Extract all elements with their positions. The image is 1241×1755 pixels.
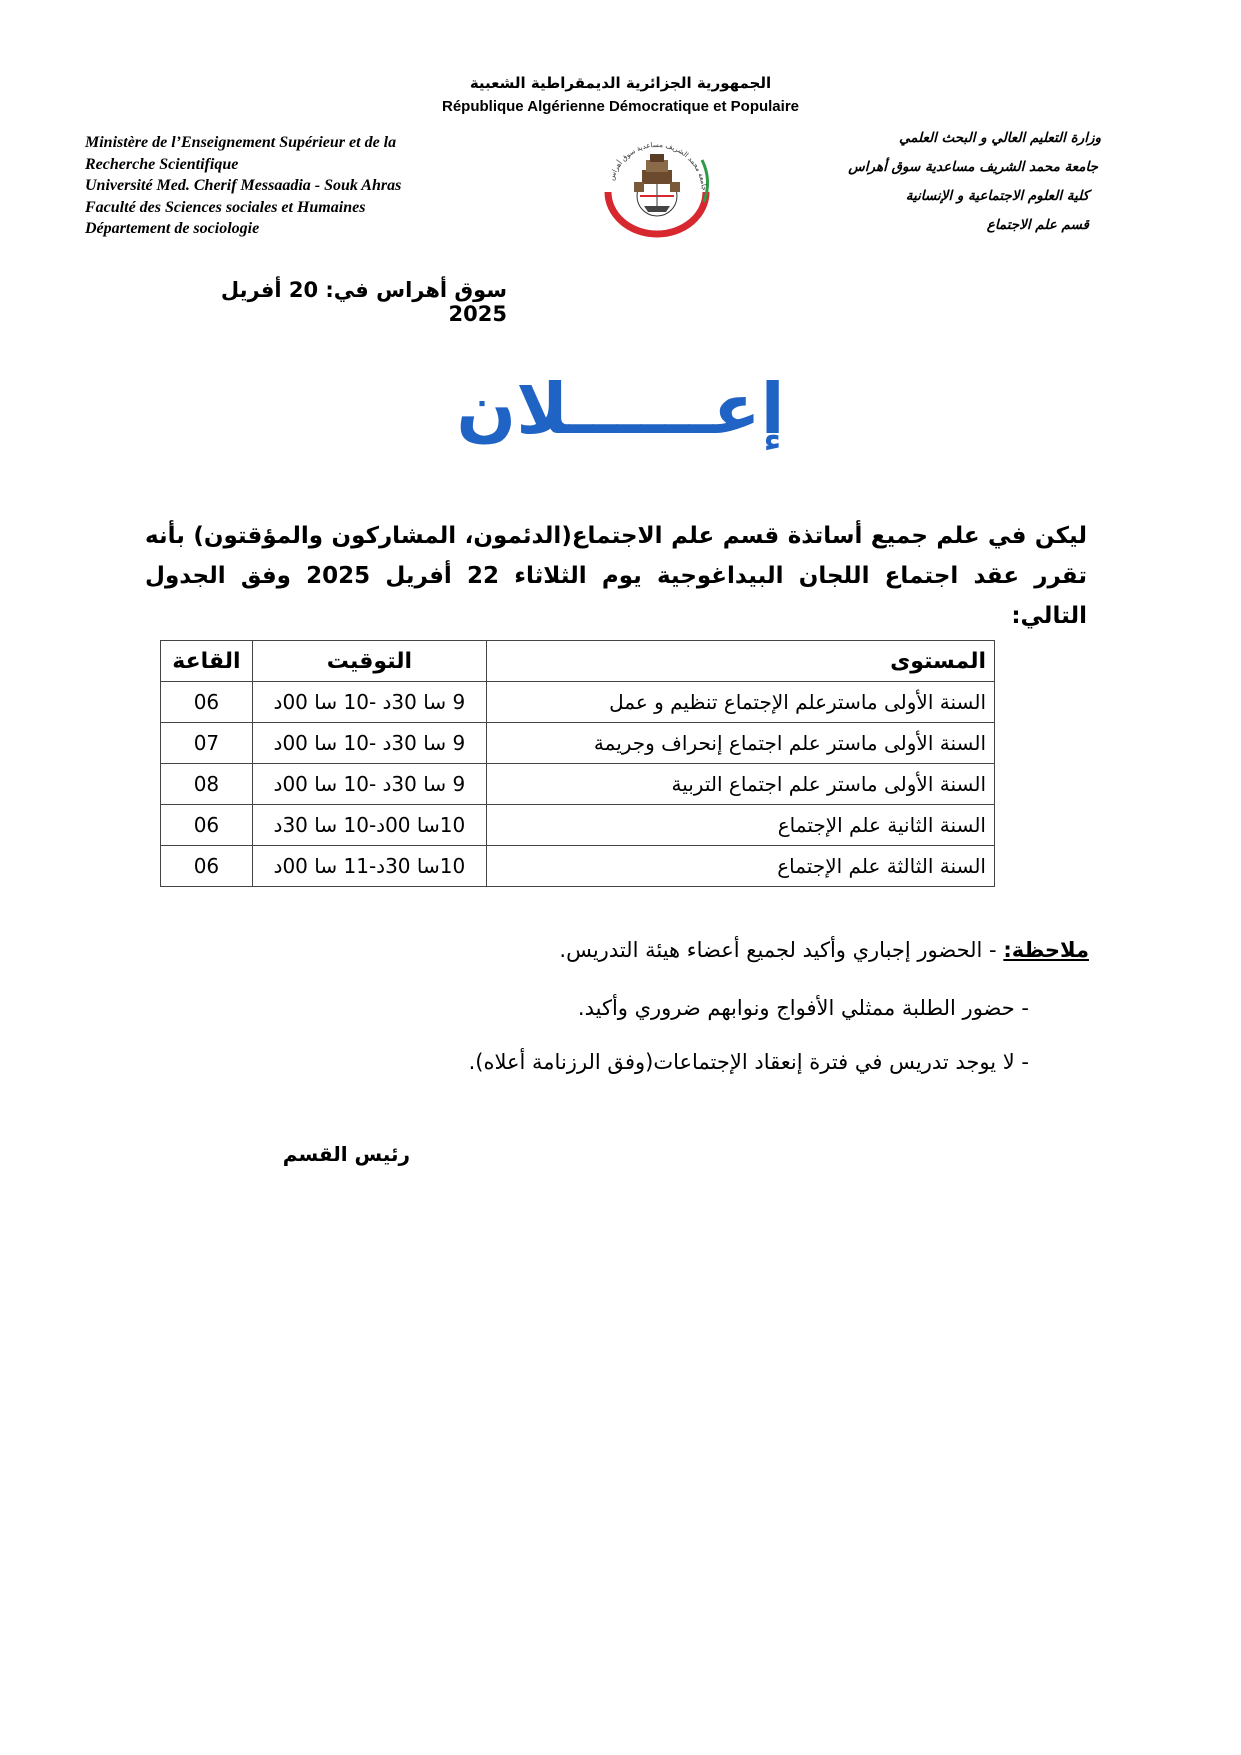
department-line-ar: قسم علم الاجتماع bbox=[986, 217, 1089, 233]
ministry-block-french bbox=[85, 132, 485, 240]
university-logo bbox=[598, 140, 716, 238]
note-item: - لا يوجد تدريس في فترة إنعقاد الإجتماعات(وفق الرزنامة أعلاه). bbox=[468, 1050, 1029, 1074]
signature-label: رئيس القسم bbox=[282, 1142, 410, 1166]
faculty-line: Faculté des Sciences sociales et Humaines bbox=[85, 198, 366, 216]
ministry-line-ar: وزارة التعليم العالي و البحث العلمي bbox=[898, 130, 1101, 146]
schedule-table bbox=[160, 640, 995, 887]
note-item: - حضور الطلبة ممثلي الأفواج ونوابهم ضروري وأكيد. bbox=[577, 996, 1029, 1020]
ministry-line: Ministère de l’Enseignement Supérieur et de la bbox=[85, 134, 397, 151]
cell-time: 9 سا 30د -10 سا 00د bbox=[252, 682, 486, 723]
cell-room: 08 bbox=[161, 764, 253, 805]
faculty-line-ar: كلية العلوم الاجتماعية و الإنسانية bbox=[905, 188, 1089, 204]
logo-text: جامعة محمد الشريف مساعدية سوق أهراس bbox=[607, 140, 709, 192]
announcement-paragraph: ليكن في علم جميع أساتذة قسم علم الاجتماع(الدئمون، المشاركون والمؤقتون) بأنه تقرر عقد اجتماع اللجان البيداغوجية يوم الثلاثاء 22 أفريل 2025 وفق الجدول التالي: bbox=[145, 523, 1087, 629]
notes-block bbox=[289, 928, 1089, 1084]
cell-level: السنة الثانية علم الإجتماع bbox=[486, 805, 994, 846]
cell-time: 9 سا 30د -10 سا 00د bbox=[252, 723, 486, 764]
table-row bbox=[161, 723, 995, 764]
note-text: - الحضور إجباري وأكيد لجميع أعضاء هيئة التدريس. bbox=[559, 938, 997, 962]
table-header-row bbox=[161, 641, 995, 682]
department-line: Département de sociologie bbox=[85, 220, 260, 237]
cell-level: السنة الأولى ماسترعلم الإجتماع تنظيم و عمل bbox=[486, 682, 994, 723]
cell-room: 06 bbox=[161, 846, 253, 887]
header-level: المستوى bbox=[486, 641, 994, 682]
university-line-ar: جامعة محمد الشريف مساعدية سوق أهراس bbox=[848, 159, 1098, 175]
table-row bbox=[161, 682, 995, 723]
cell-room: 07 bbox=[161, 723, 253, 764]
republic-title-french: République Algérienne Démocratique et Populaire bbox=[441, 98, 799, 115]
header-room: القاعة bbox=[161, 641, 253, 682]
cell-room: 06 bbox=[161, 682, 253, 723]
cell-time: 10سا 30د-11 سا 00د bbox=[252, 846, 486, 887]
date-line: سوق أهراس في: 20 أفريل 2025 bbox=[220, 278, 507, 326]
page-title: إعــــــلان bbox=[456, 368, 785, 450]
cell-room: 06 bbox=[161, 805, 253, 846]
table-row bbox=[161, 805, 995, 846]
ministry-block-arabic bbox=[781, 124, 1101, 240]
cell-level: السنة الثالثة علم الإجتماع bbox=[486, 846, 994, 887]
republic-title-arabic: الجمهورية الجزائرية الديمقراطية الشعبية bbox=[469, 74, 772, 92]
cell-level: السنة الأولى ماستر علم اجتماع إنحراف وجريمة bbox=[486, 723, 994, 764]
cell-time: 10سا 00د-10 سا 30د bbox=[252, 805, 486, 846]
table-row bbox=[161, 846, 995, 887]
notes-label: ملاحظة: bbox=[1003, 938, 1089, 962]
cell-time: 9 سا 30د -10 سا 00د bbox=[252, 764, 486, 805]
table-row bbox=[161, 764, 995, 805]
header-time: التوقيت bbox=[252, 641, 486, 682]
note-item bbox=[289, 928, 1089, 972]
ministry-line: Recherche Scientifique bbox=[85, 155, 239, 173]
university-line: Université Med. Cherif Messaadia - Souk Ahras bbox=[85, 177, 402, 194]
cell-level: السنة الأولى ماستر علم اجتماع التربية bbox=[486, 764, 994, 805]
